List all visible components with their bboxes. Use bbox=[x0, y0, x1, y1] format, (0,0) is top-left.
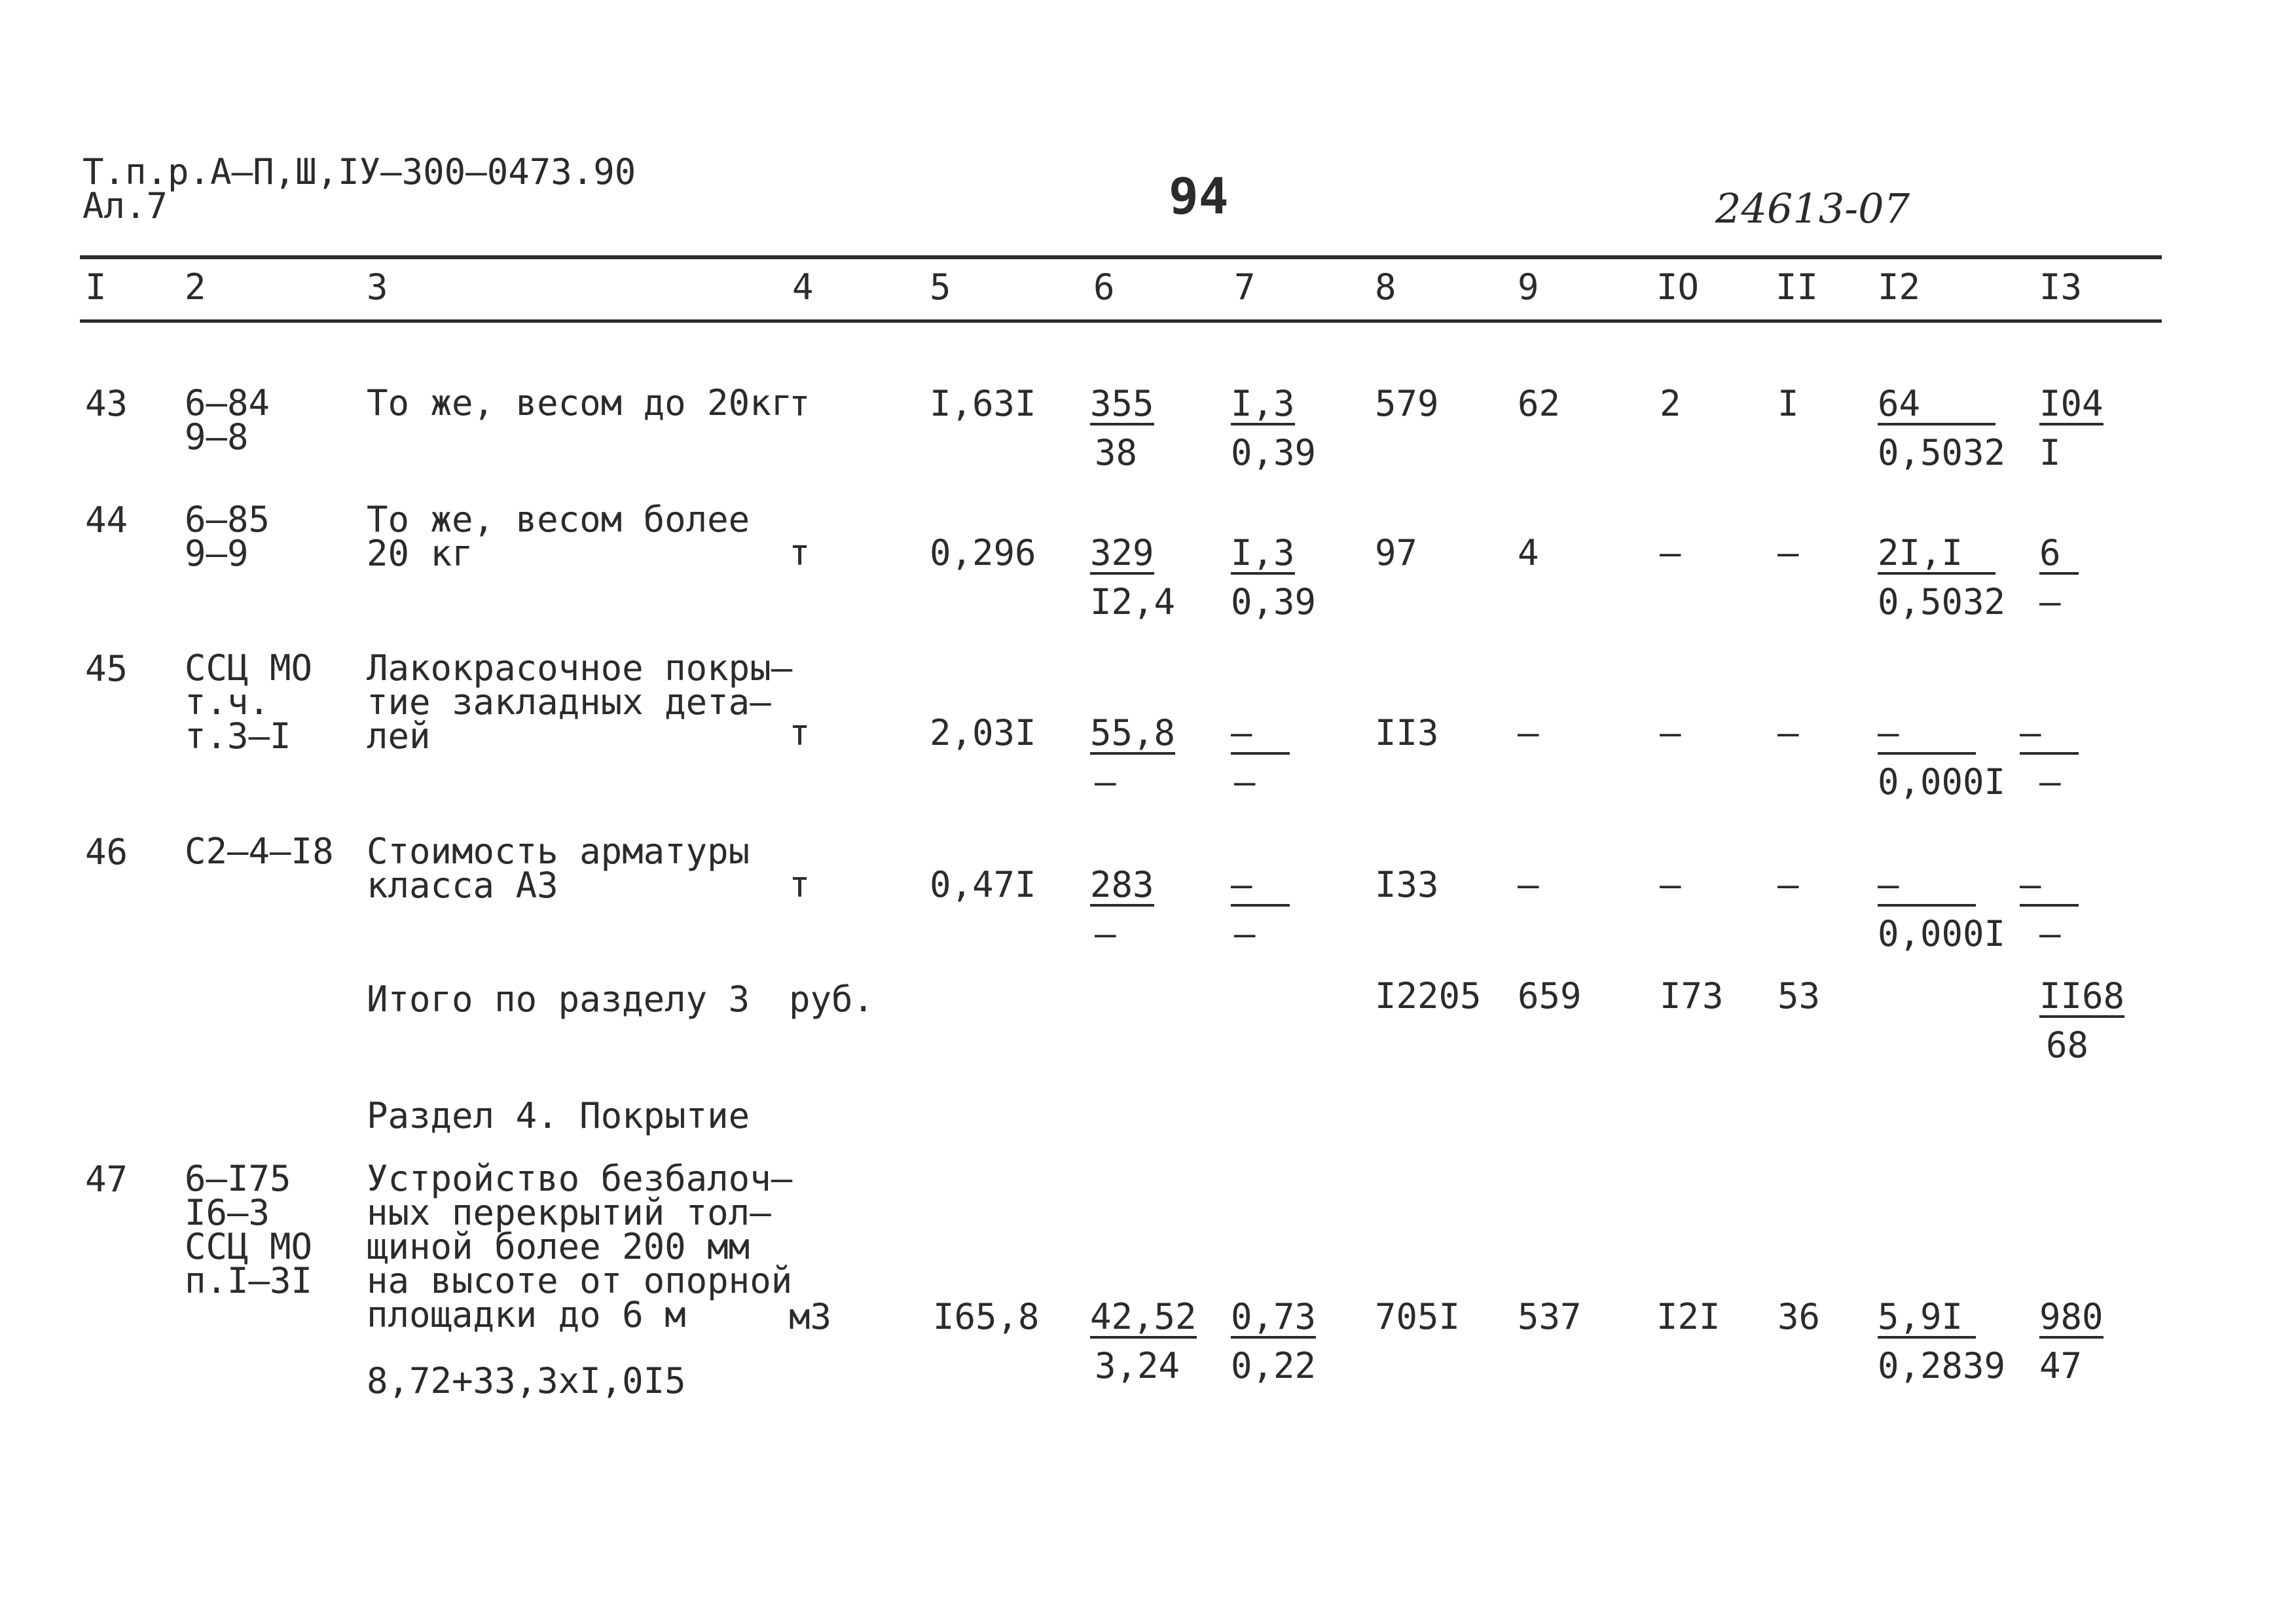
total-cost: 705I bbox=[1375, 1296, 1461, 1337]
quantity: 2,03I bbox=[930, 712, 1036, 753]
total-wages: 4 bbox=[1518, 532, 1539, 573]
inventory-number: 24613-07 bbox=[1715, 185, 1910, 232]
unit-cost-total: 42,52 bbox=[1090, 1296, 1197, 1337]
labor-unit-machinists: 0,000I bbox=[1878, 761, 2006, 803]
unit-cost-machines-wages: 0,39 bbox=[1231, 432, 1317, 473]
quantity: 0,296 bbox=[930, 532, 1036, 573]
unit-cost-machines-wages: – bbox=[1234, 913, 1256, 954]
unit-cost-wages: 3,24 bbox=[1095, 1345, 1180, 1386]
work-name: Стоимость арматуры класса А3 bbox=[367, 831, 750, 906]
col-header-11: II bbox=[1776, 266, 1819, 308]
work-name: То же, весом более 20 кг bbox=[367, 499, 750, 574]
subtotal-unit: руб. bbox=[789, 979, 875, 1020]
quantity: I,63I bbox=[930, 383, 1036, 424]
subtotal-label: Итого по разделу 3 bbox=[367, 979, 750, 1020]
norm-code: 6–85 9–9 bbox=[185, 499, 270, 574]
unit-cost-total: 355 bbox=[1090, 383, 1154, 424]
labor-unit-machinists: 0,2839 bbox=[1878, 1345, 2006, 1386]
work-name: Лакокрасочное покры– тие закладных дета– лей bbox=[367, 647, 793, 757]
total-wages: – bbox=[1518, 864, 1539, 905]
labor-unit: 5,9I bbox=[1878, 1299, 1976, 1339]
unit-cost-machines: I,3 bbox=[1231, 532, 1295, 573]
unit: т bbox=[789, 532, 811, 573]
row-number: 47 bbox=[85, 1159, 128, 1200]
subtotal-total-machines: I73 bbox=[1660, 975, 1724, 1017]
subtotal-total-wages: 659 bbox=[1518, 975, 1582, 1017]
labor-total: – bbox=[2020, 867, 2079, 907]
labor-total-machinists: 47 bbox=[2039, 1345, 2083, 1386]
labor-total: 6 bbox=[2039, 535, 2079, 575]
work-name: Устройство безбалоч– ных перекрытий тол– щиной более 200 мм на высоте от опорной площадки до 6 м bbox=[367, 1158, 793, 1335]
row-number: 44 bbox=[85, 499, 128, 541]
total-machines: I2I bbox=[1656, 1296, 1721, 1337]
col-header-2: 2 bbox=[185, 266, 206, 308]
total-wages: 537 bbox=[1518, 1296, 1582, 1337]
col-header-8: 8 bbox=[1375, 266, 1396, 308]
total-machines: – bbox=[1660, 712, 1681, 753]
labor-unit: 2I,I bbox=[1878, 535, 1995, 575]
col-header-4: 4 bbox=[792, 266, 814, 308]
unit-cost-total: 329 bbox=[1090, 532, 1154, 573]
labor-total-machinists: – bbox=[2039, 913, 2061, 954]
col-header-1: I bbox=[85, 266, 107, 308]
labor-unit: – bbox=[1878, 867, 1976, 907]
total-machines-wages: 36 bbox=[1777, 1296, 1821, 1337]
labor-unit-machinists: 0,5032 bbox=[1878, 581, 2006, 623]
unit-cost-machines-wages: 0,39 bbox=[1231, 581, 1317, 623]
row-number: 43 bbox=[85, 383, 128, 424]
col-header-13: I3 bbox=[2039, 266, 2083, 308]
labor-unit: – bbox=[1878, 715, 1976, 755]
work-name: То же, весом до 20кг bbox=[367, 382, 793, 424]
total-machines-wages: I bbox=[1777, 383, 1799, 424]
section-title: Раздел 4. Покрытие bbox=[367, 1095, 750, 1136]
labor-total-machinists: – bbox=[2039, 761, 2061, 803]
top-rule bbox=[80, 255, 2162, 259]
col-header-12: I2 bbox=[1878, 266, 1921, 308]
total-machines: – bbox=[1660, 864, 1681, 905]
unit-cost-total: 55,8 bbox=[1090, 712, 1176, 753]
unit-cost-wages: I2,4 bbox=[1090, 581, 1176, 623]
unit-cost-machines-wages: – bbox=[1234, 761, 1256, 803]
unit: т bbox=[789, 383, 811, 424]
album-label: Ал.7 bbox=[82, 185, 168, 226]
norm-code: 6–I75 I6–3 ССЦ МО п.I–3I bbox=[185, 1158, 313, 1301]
unit: т bbox=[789, 864, 811, 905]
norm-code: ССЦ МО т.ч. т.3–I bbox=[185, 647, 313, 757]
labor-total: I04 bbox=[2039, 383, 2104, 424]
doc-code: Т.п.р.А–П,Ш,IУ–300–0473.90 bbox=[82, 151, 636, 192]
total-cost: 579 bbox=[1375, 383, 1439, 424]
header-bottom-rule bbox=[80, 319, 2162, 323]
unit-cost-machines: – bbox=[1231, 715, 1290, 755]
labor-unit: 64 bbox=[1878, 386, 1995, 425]
quantity: I65,8 bbox=[933, 1296, 1040, 1337]
unit-cost-machines: – bbox=[1231, 867, 1290, 907]
subtotal-total-machines-wages: 53 bbox=[1777, 975, 1821, 1017]
col-header-7: 7 bbox=[1234, 266, 1256, 308]
labor-total-machinists: – bbox=[2039, 581, 2061, 623]
row-number: 46 bbox=[85, 831, 128, 873]
total-wages: 62 bbox=[1518, 383, 1561, 424]
unit-cost-wages: – bbox=[1095, 913, 1116, 954]
subtotal-labor-total: II68 bbox=[2039, 975, 2125, 1017]
unit: м3 bbox=[789, 1296, 832, 1337]
volume-formula: 8,72+33,3хI,0I5 bbox=[367, 1360, 686, 1401]
unit-cost-wages: – bbox=[1095, 761, 1116, 803]
norm-code: С2–4–I8 bbox=[185, 831, 334, 872]
total-machines-wages: – bbox=[1777, 532, 1799, 573]
total-machines: 2 bbox=[1660, 383, 1681, 424]
quantity: 0,47I bbox=[930, 864, 1036, 905]
total-machines: – bbox=[1660, 532, 1681, 573]
col-header-5: 5 bbox=[930, 266, 951, 308]
subtotal-labor-machinists: 68 bbox=[2046, 1024, 2089, 1066]
labor-total: – bbox=[2020, 715, 2079, 755]
unit-cost-machines: 0,73 bbox=[1231, 1296, 1317, 1337]
page-number: 94 bbox=[1169, 167, 1229, 225]
unit-cost-machines-wages: 0,22 bbox=[1231, 1345, 1317, 1386]
col-header-6: 6 bbox=[1093, 266, 1115, 308]
unit-cost-machines: I,3 bbox=[1231, 383, 1295, 424]
total-machines-wages: – bbox=[1777, 712, 1799, 753]
total-machines-wages: – bbox=[1777, 864, 1799, 905]
labor-total-machinists: I bbox=[2039, 432, 2061, 473]
labor-unit-machinists: 0,5032 bbox=[1878, 432, 2006, 473]
total-cost: II3 bbox=[1375, 712, 1439, 753]
unit-cost-wages: 38 bbox=[1095, 432, 1138, 473]
subtotal-total-cost: I2205 bbox=[1375, 975, 1482, 1017]
labor-total: 980 bbox=[2039, 1296, 2104, 1337]
unit: т bbox=[789, 712, 811, 753]
labor-unit-machinists: 0,000I bbox=[1878, 913, 2006, 954]
col-header-3: 3 bbox=[367, 266, 388, 308]
col-header-10: IO bbox=[1656, 266, 1700, 308]
total-cost: 97 bbox=[1375, 532, 1418, 573]
norm-code: 6–84 9–8 bbox=[185, 382, 270, 458]
unit-cost-total: 283 bbox=[1090, 864, 1154, 905]
col-header-9: 9 bbox=[1518, 266, 1539, 308]
row-number: 45 bbox=[85, 648, 128, 689]
total-cost: I33 bbox=[1375, 864, 1439, 905]
total-wages: – bbox=[1518, 712, 1539, 753]
